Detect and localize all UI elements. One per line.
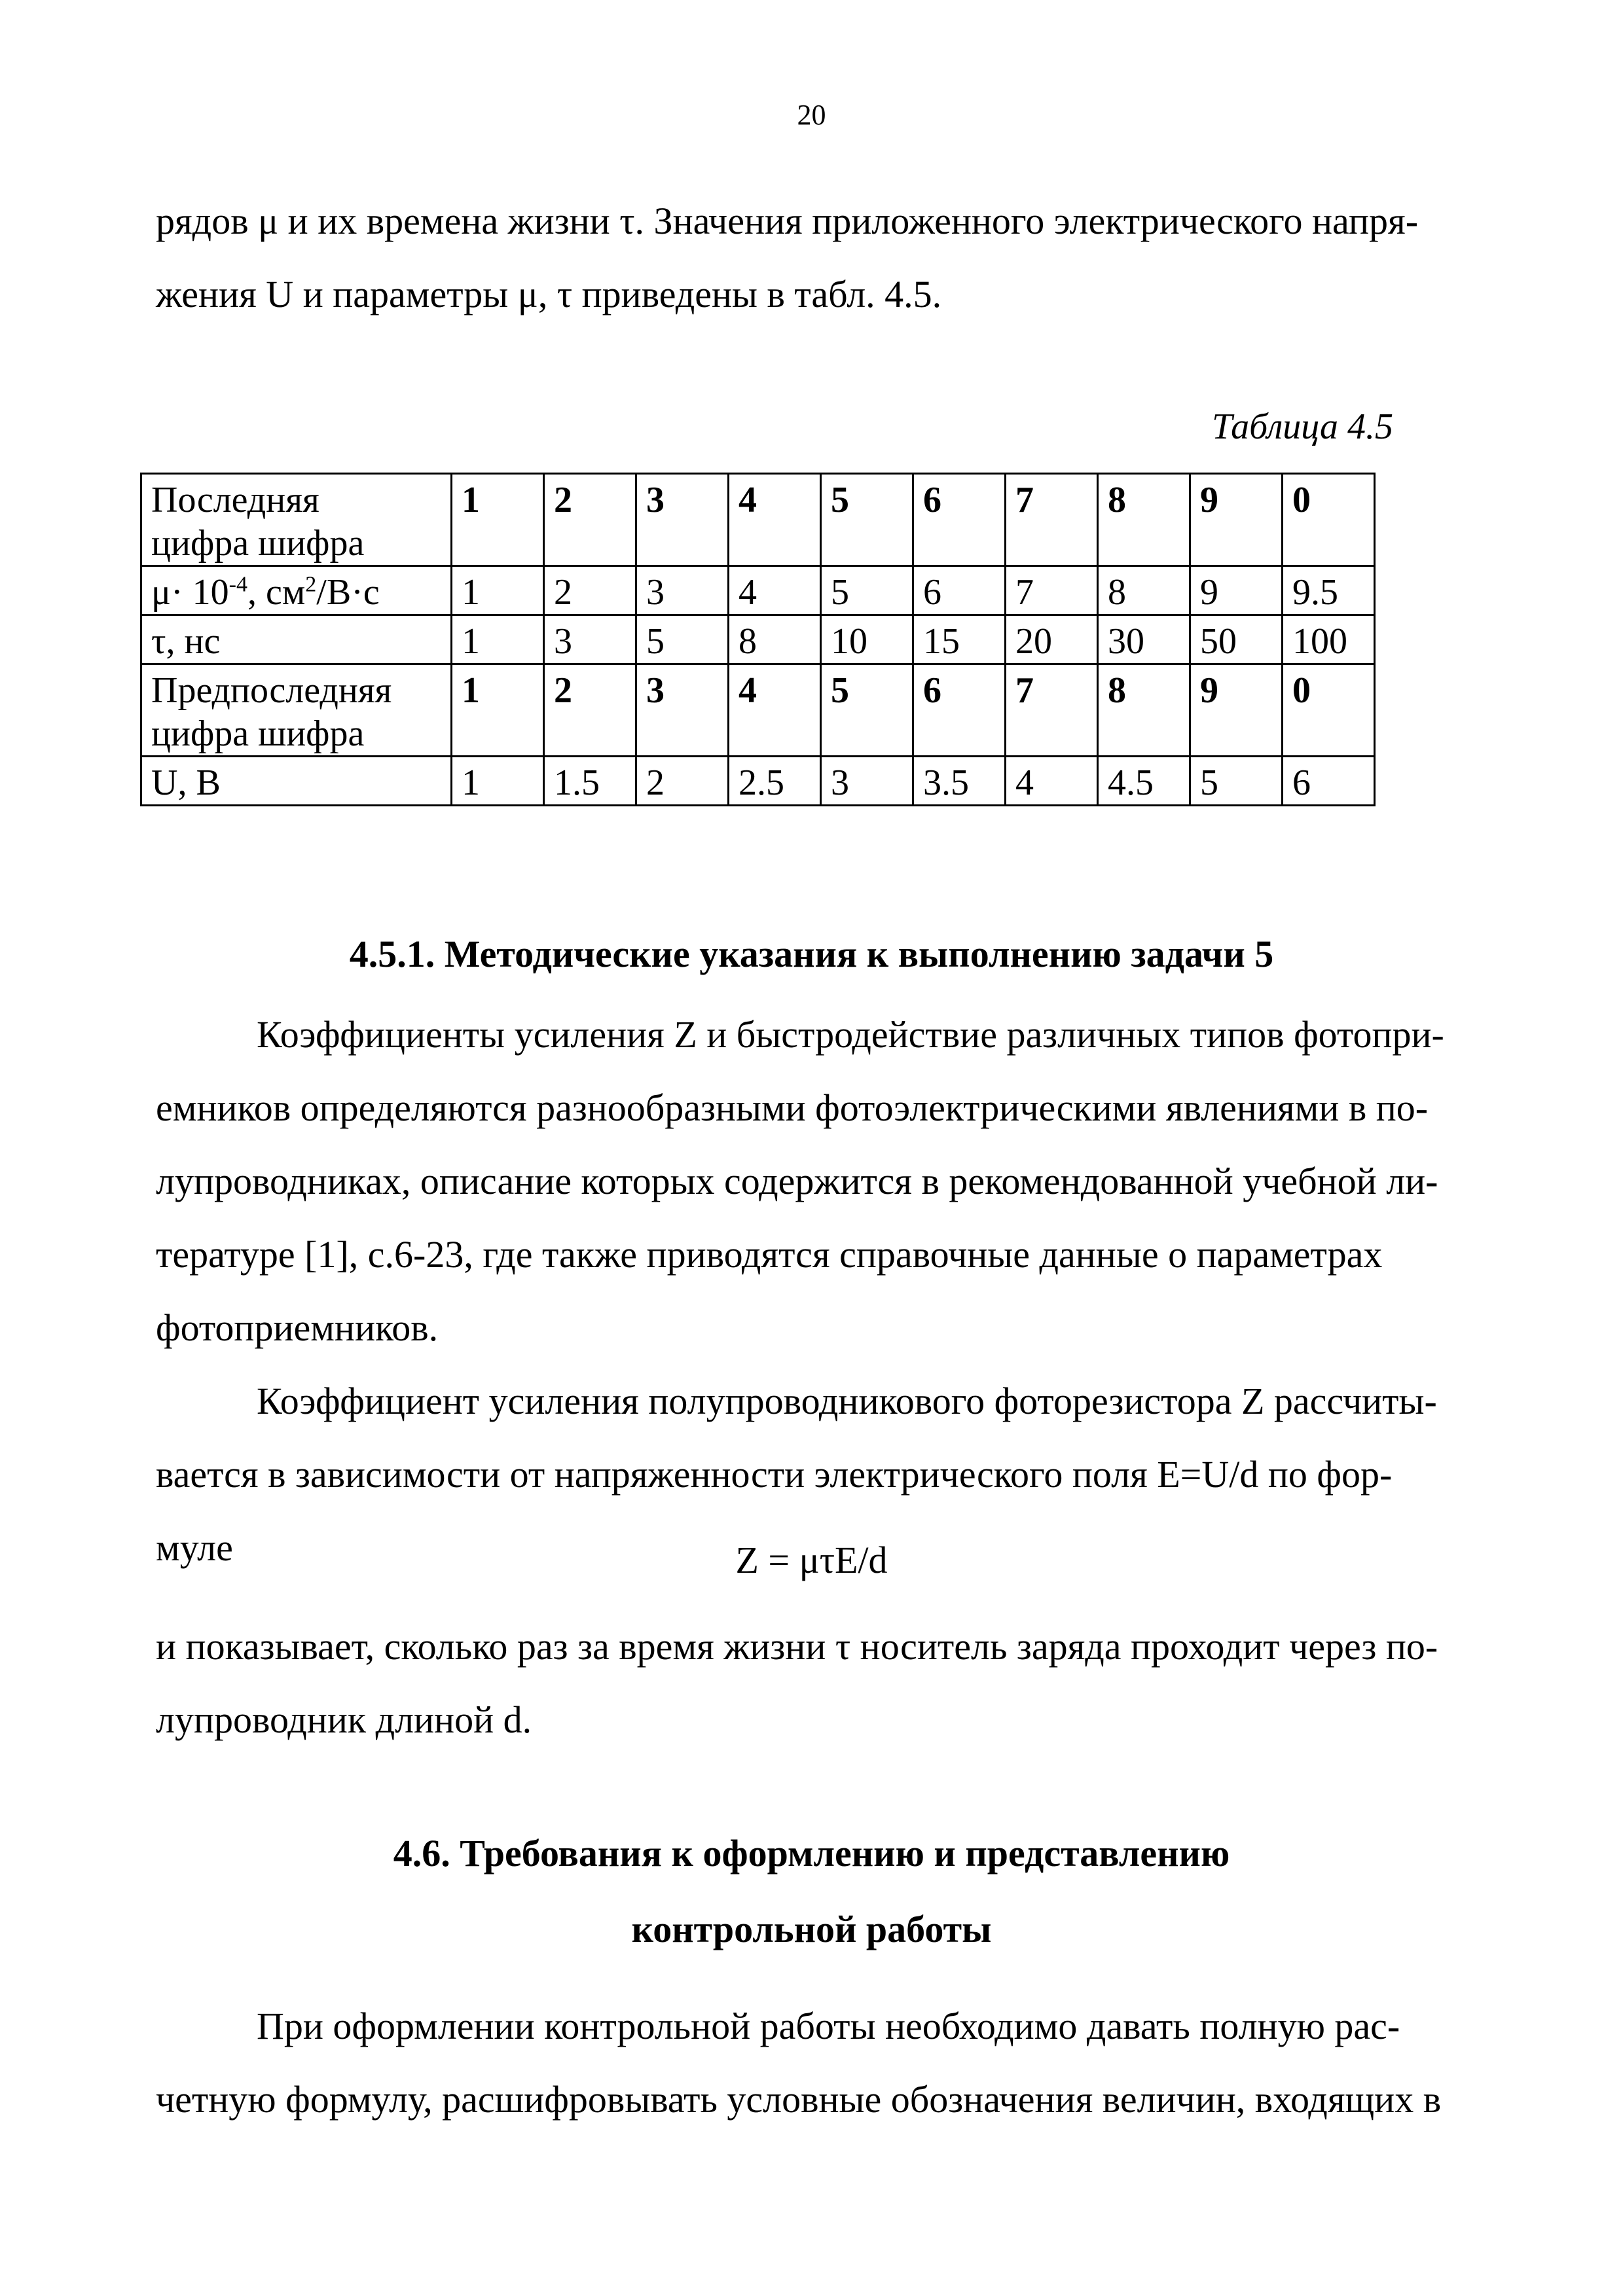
table-cell: 2.5	[729, 757, 821, 806]
paragraph-line: Коэффициент усиления полупроводникового фоторезистора Z рассчиты-	[257, 1380, 1437, 1422]
table-cell: 4	[729, 474, 821, 566]
table-cell: 6	[913, 664, 1006, 757]
table-cell: 10	[821, 615, 913, 664]
paragraph-line: и показывает, сколько раз за время жизни τ носитель заряда проходит через по-	[156, 1625, 1438, 1668]
row-header: τ, нс	[141, 615, 452, 664]
paragraph-line: вается в зависимости от напряженности электрического поля E=U/d по фор-	[156, 1453, 1393, 1496]
row-header-text: /В·с	[316, 572, 380, 613]
table-cell: 9	[1190, 566, 1283, 615]
table-cell: 8	[729, 615, 821, 664]
paragraph-line: муле	[156, 1526, 233, 1569]
intro-paragraph	[156, 185, 1475, 331]
row-header	[141, 566, 452, 615]
data-table	[140, 473, 1376, 806]
row-header-line: цифра шифра	[151, 523, 365, 564]
paragraph-line: Коэффициенты усиления Z и быстродействие различных типов фотопри-	[257, 1013, 1444, 1056]
table-cell: 0	[1283, 474, 1375, 566]
table-cell: 8	[1098, 474, 1190, 566]
page-number: 20	[797, 99, 826, 131]
table-cell: 100	[1283, 615, 1375, 664]
table-cell: 4.5	[1098, 757, 1190, 806]
paragraph-line: При оформлении контрольной работы необходимо давать полную рас-	[257, 2005, 1400, 2047]
table-cell: 5	[1190, 757, 1283, 806]
paragraph-line: тературе [1], с.6-23, где также приводятся справочные данные о параметрах	[156, 1233, 1383, 1276]
table-cell: 2	[544, 664, 636, 757]
paragraph-line: четную формулу, расшифровывать условные обозначения величин, входящих в	[156, 2078, 1442, 2121]
row-header-text: μ· 10	[151, 572, 229, 613]
row-header-line: цифра шифра	[151, 713, 365, 754]
superscript: 2	[305, 572, 317, 597]
table-cell: 15	[913, 615, 1006, 664]
table-cell: 4	[729, 566, 821, 615]
table-cell: 6	[913, 474, 1006, 566]
table-row	[141, 757, 1375, 806]
table-cell: 5	[821, 474, 913, 566]
table-cell: 0	[1283, 664, 1375, 757]
table-cell: 7	[1006, 664, 1098, 757]
intro-line: жения U и параметры μ, τ приведены в табл. 4.5.	[156, 273, 942, 315]
table-cell: 9	[1190, 474, 1283, 566]
table-cell: 9.5	[1283, 566, 1375, 615]
row-header-line: Последняя	[151, 480, 319, 520]
table-row	[141, 615, 1375, 664]
row-header-text: , см	[247, 572, 306, 613]
table-cell: 3.5	[913, 757, 1006, 806]
table-cell: 9	[1190, 664, 1283, 757]
table-cell: 4	[729, 664, 821, 757]
paragraph-line: фотоприемников.	[156, 1306, 439, 1349]
row-header-line: Предпоследняя	[151, 670, 392, 711]
table-cell: 50	[1190, 615, 1283, 664]
table-cell: 1.5	[544, 757, 636, 806]
table-cell: 2	[636, 757, 729, 806]
paragraph	[156, 998, 1475, 1585]
table-cell: 7	[1006, 566, 1098, 615]
section-heading-line: контрольной работы	[631, 1908, 992, 1950]
table-cell: 5	[636, 615, 729, 664]
table-cell: 5	[821, 566, 913, 615]
section-heading	[0, 1816, 1623, 1967]
table-cell: 6	[913, 566, 1006, 615]
table-cell: 8	[1098, 664, 1190, 757]
table-cell: 3	[636, 664, 729, 757]
table-row	[141, 474, 1375, 566]
table-cell: 2	[544, 474, 636, 566]
formula: Z = μτE/d	[735, 1539, 888, 1581]
paragraph-line: емников определяются разнообразными фотоэлектрическими явлениями в по-	[156, 1086, 1429, 1129]
table-cell: 20	[1006, 615, 1098, 664]
paragraph-line: лупроводник длиной d.	[156, 1698, 532, 1741]
table-cell: 6	[1283, 757, 1375, 806]
table-row	[141, 664, 1375, 757]
table-cell: 1	[452, 757, 544, 806]
table-cell: 3	[636, 566, 729, 615]
row-header	[141, 664, 452, 757]
paragraph	[156, 1990, 1475, 2136]
paragraph-line: лупроводниках, описание которых содержится в рекомендованной учебной ли-	[156, 1160, 1438, 1202]
table-caption: Таблица 4.5	[1212, 406, 1393, 447]
paragraph	[156, 1610, 1475, 1757]
table-cell: 1	[452, 664, 544, 757]
table-cell: 7	[1006, 474, 1098, 566]
section-heading: 4.5.1. Методические указания к выполнению задачи 5	[349, 933, 1274, 975]
row-header: U, В	[141, 757, 452, 806]
intro-line: рядов μ и их времена жизни τ. Значения приложенного электрического напря-	[156, 200, 1419, 242]
table-cell: 3	[544, 615, 636, 664]
table-cell: 8	[1098, 566, 1190, 615]
table-cell: 30	[1098, 615, 1190, 664]
table-cell: 1	[452, 566, 544, 615]
table-cell: 4	[1006, 757, 1098, 806]
table-cell: 5	[821, 664, 913, 757]
table-row	[141, 566, 1375, 615]
section-heading-line: 4.6. Требования к оформлению и представлению	[393, 1832, 1230, 1874]
table-cell: 1	[452, 474, 544, 566]
table-cell: 3	[821, 757, 913, 806]
table-cell: 2	[544, 566, 636, 615]
table-cell: 3	[636, 474, 729, 566]
superscript: -4	[228, 572, 247, 597]
row-header	[141, 474, 452, 566]
table-cell: 1	[452, 615, 544, 664]
